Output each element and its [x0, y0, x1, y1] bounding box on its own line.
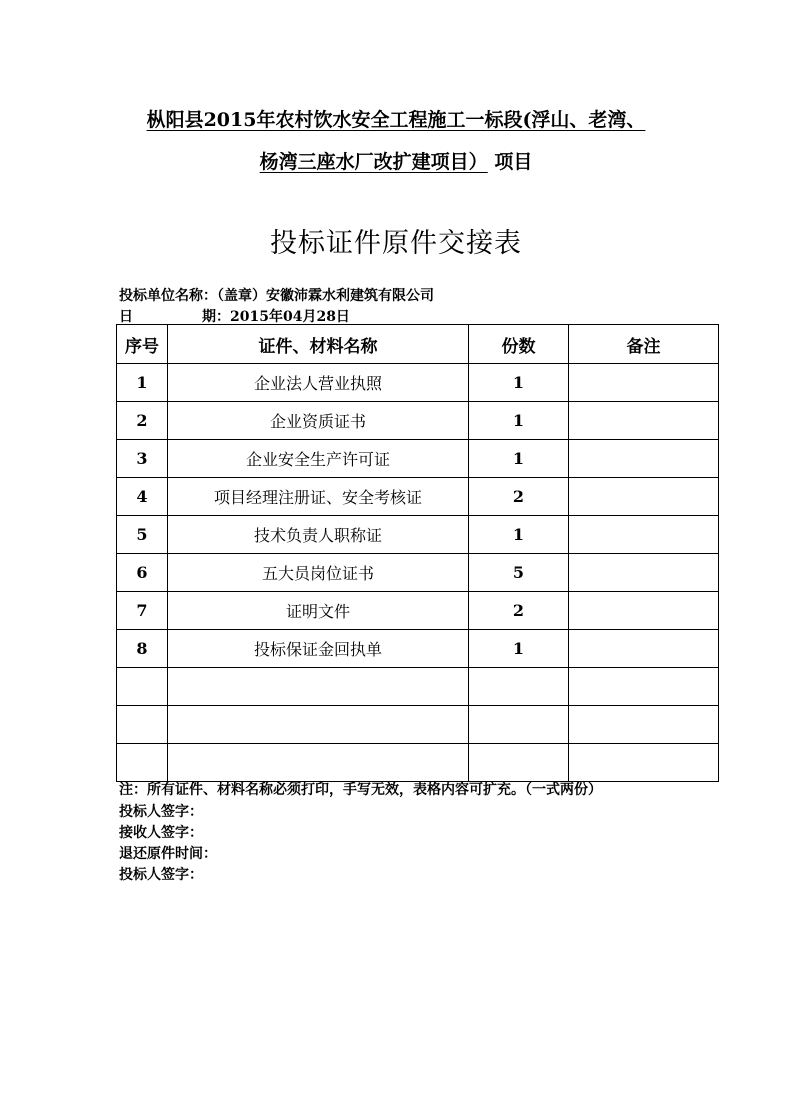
project-title-line-1: [0, 105, 792, 132]
date-label-right: 期：: [202, 309, 230, 325]
row-serial: [117, 744, 168, 782]
date-value: 2015年04月28日: [230, 309, 350, 325]
table-header-row: [117, 325, 719, 364]
row-serial: 5: [117, 516, 168, 554]
header-serial: 序号: [117, 325, 168, 364]
row-count: 2: [469, 592, 569, 630]
row-serial: 4: [117, 478, 168, 516]
row-serial: 1: [117, 364, 168, 402]
row-name: [168, 706, 469, 744]
row-remark: [569, 478, 719, 516]
table-row: [117, 478, 719, 516]
table-row-empty: [117, 706, 719, 744]
certificate-table: [116, 324, 719, 782]
bidder-value: （盖章）安徽沛霖水利建筑有限公司: [217, 288, 434, 304]
table-row: [117, 364, 719, 402]
row-name: [168, 744, 469, 782]
row-remark: [569, 592, 719, 630]
row-name: 投标保证金回执单: [168, 630, 469, 668]
row-name: [168, 668, 469, 706]
bidder-signature-label: 投标人签字：: [119, 804, 203, 820]
project-title-line-2-underlined: 杨湾三座水厂改扩建项目）: [259, 151, 488, 173]
receiver-signature-label: 接收人签字：: [119, 825, 203, 841]
row-name: 技术负责人职称证: [168, 516, 469, 554]
row-name: 企业资质证书: [168, 402, 469, 440]
row-name: 企业法人营业执照: [168, 364, 469, 402]
date-label-left: 日: [119, 309, 133, 325]
row-count: 1: [469, 440, 569, 478]
row-count: [469, 706, 569, 744]
date-row: [119, 306, 350, 326]
table-row: [117, 440, 719, 478]
row-count: 2: [469, 478, 569, 516]
table-row: [117, 516, 719, 554]
document-heading: 投标证件原件交接表: [270, 228, 522, 259]
row-count: 5: [469, 554, 569, 592]
row-count: 1: [469, 630, 569, 668]
row-serial: 7: [117, 592, 168, 630]
row-serial: 2: [117, 402, 168, 440]
row-serial: 6: [117, 554, 168, 592]
row-count: 1: [469, 364, 569, 402]
row-name: 五大员岗位证书: [168, 554, 469, 592]
header-remark: 备注: [569, 325, 719, 364]
row-name: 企业安全生产许可证: [168, 440, 469, 478]
row-name: 项目经理注册证、安全考核证: [168, 478, 469, 516]
table-row-empty: [117, 744, 719, 782]
return-time-label: 退还原件时间：: [119, 846, 217, 862]
project-title-line-1-text: 枞阳县2015年农村饮水安全工程施工一标段(浮山、老湾、: [146, 109, 646, 131]
bidder-row: [119, 285, 434, 305]
row-remark: [569, 706, 719, 744]
bidder-label: 投标单位名称：: [119, 288, 217, 304]
row-remark: [569, 440, 719, 478]
header-name: 证件、材料名称: [168, 325, 469, 364]
row-remark: [569, 402, 719, 440]
row-serial: [117, 706, 168, 744]
project-title-line-2-suffix: 项目: [494, 151, 533, 173]
row-count: [469, 668, 569, 706]
row-remark: [569, 516, 719, 554]
table-row: [117, 592, 719, 630]
footer-note: 注：所有证件、材料名称必须打印，手写无效，表格内容可扩充。（一式两份）: [119, 782, 602, 798]
bidder-signature-label-2: 投标人签字：: [119, 867, 203, 883]
row-remark: [569, 668, 719, 706]
row-serial: 8: [117, 630, 168, 668]
table-row: [117, 402, 719, 440]
row-serial: 3: [117, 440, 168, 478]
table-row: [117, 554, 719, 592]
project-title-line-2: [0, 147, 792, 174]
table-row: [117, 630, 719, 668]
row-remark: [569, 554, 719, 592]
header-count: 份数: [469, 325, 569, 364]
row-remark: [569, 630, 719, 668]
row-remark: [569, 744, 719, 782]
row-name: 证明文件: [168, 592, 469, 630]
table-row-empty: [117, 668, 719, 706]
row-count: 1: [469, 516, 569, 554]
row-serial: [117, 668, 168, 706]
row-count: [469, 744, 569, 782]
row-remark: [569, 364, 719, 402]
row-count: 1: [469, 402, 569, 440]
